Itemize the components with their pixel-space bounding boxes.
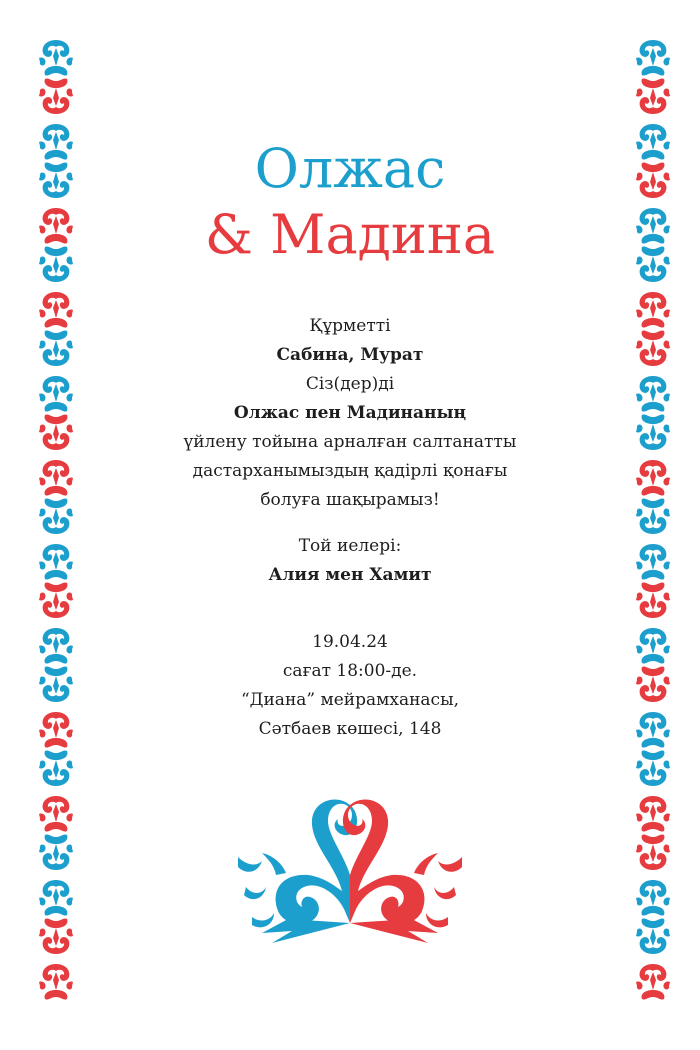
- event-venue: “Диана” мейрамханасы,: [240, 690, 460, 710]
- ornament-motif: [636, 162, 670, 198]
- ornament-motif: [636, 666, 670, 702]
- ornament-motif: [39, 208, 73, 244]
- salutation: Құрметті: [309, 316, 391, 336]
- you-text: Сіз(дер)ді: [305, 374, 395, 394]
- ornament-motif: [39, 376, 73, 412]
- ornament-motif: [39, 712, 73, 748]
- event-details: [110, 628, 590, 744]
- ornament-motif: [39, 796, 73, 832]
- ornament-motif: [636, 498, 670, 534]
- hosts-names: Алия мен Хамит: [268, 565, 432, 585]
- ornament-motif: [39, 544, 73, 580]
- ornament-motif: [636, 208, 670, 244]
- event-date: 19.04.24: [312, 632, 388, 652]
- ornament-motif: [636, 414, 670, 450]
- swan-pair-ornament-icon: [232, 795, 468, 945]
- ornament-motif: [636, 40, 670, 76]
- ornament-motif: [39, 666, 73, 702]
- guest-names: Сабина, Мурат: [276, 345, 424, 365]
- ornament-motif: [636, 246, 670, 282]
- ornament-motif: [636, 330, 670, 366]
- invitation-text: [110, 312, 590, 515]
- groom-name: Олжас: [254, 137, 446, 200]
- ornament-motif: [39, 918, 73, 954]
- ornament-motif: [636, 796, 670, 832]
- event-address: Сәтбаев көшесі, 148: [258, 719, 442, 739]
- hosts-label: Той иелері:: [298, 536, 402, 556]
- kazakh-ornament-border-icon: [632, 36, 674, 1016]
- ornament-motif: [39, 292, 73, 328]
- ornament-motif: [39, 330, 73, 366]
- ornament-motif: [636, 460, 670, 496]
- ornament-motif: [636, 628, 670, 664]
- ornament-motif: [39, 40, 73, 76]
- bride-name: & Мадина: [204, 203, 496, 266]
- ornament-motif: [39, 834, 73, 870]
- ornament-border-right: [632, 36, 674, 1016]
- swan-emblem: [232, 795, 468, 945]
- ornament-motif: [39, 498, 73, 534]
- ornament-motif: [39, 414, 73, 450]
- ornament-motif: [636, 544, 670, 580]
- ornament-border-left: [35, 36, 77, 1016]
- hosts-block: [110, 532, 590, 590]
- ornament-motif: [39, 880, 73, 916]
- couple-names: Олжас пен Мадинаның: [233, 403, 467, 423]
- ornament-motif: [39, 628, 73, 664]
- ornament-motif: [39, 246, 73, 282]
- ornament-motif: [636, 376, 670, 412]
- invitation-line-3: болуға шақырамыз!: [260, 490, 440, 510]
- ornament-motif: [636, 582, 670, 618]
- ornament-motif: [39, 124, 73, 160]
- ornament-motif: [636, 880, 670, 916]
- ornament-motif: [636, 124, 670, 160]
- ornament-motif: [636, 834, 670, 870]
- ornament-motif: [636, 964, 670, 1000]
- ornament-motif: [39, 582, 73, 618]
- ornament-motif: [39, 460, 73, 496]
- ornament-motif: [636, 918, 670, 954]
- kazakh-ornament-border-icon: [35, 36, 77, 1016]
- ornament-motif: [39, 162, 73, 198]
- ornament-motif: [39, 78, 73, 114]
- ornament-motif: [39, 964, 73, 1000]
- ornament-motif: [636, 292, 670, 328]
- ornament-motif: [636, 712, 670, 748]
- ornament-motif: [39, 750, 73, 786]
- invitation-line-2: дастарханымыздың қадірлі қонағы: [192, 461, 508, 481]
- invitation-line-1: үйлену тойына арналған салтанатты: [183, 432, 517, 452]
- ornament-motif: [636, 78, 670, 114]
- event-time: сағат 18:00-де.: [282, 661, 418, 681]
- ornament-motif: [636, 750, 670, 786]
